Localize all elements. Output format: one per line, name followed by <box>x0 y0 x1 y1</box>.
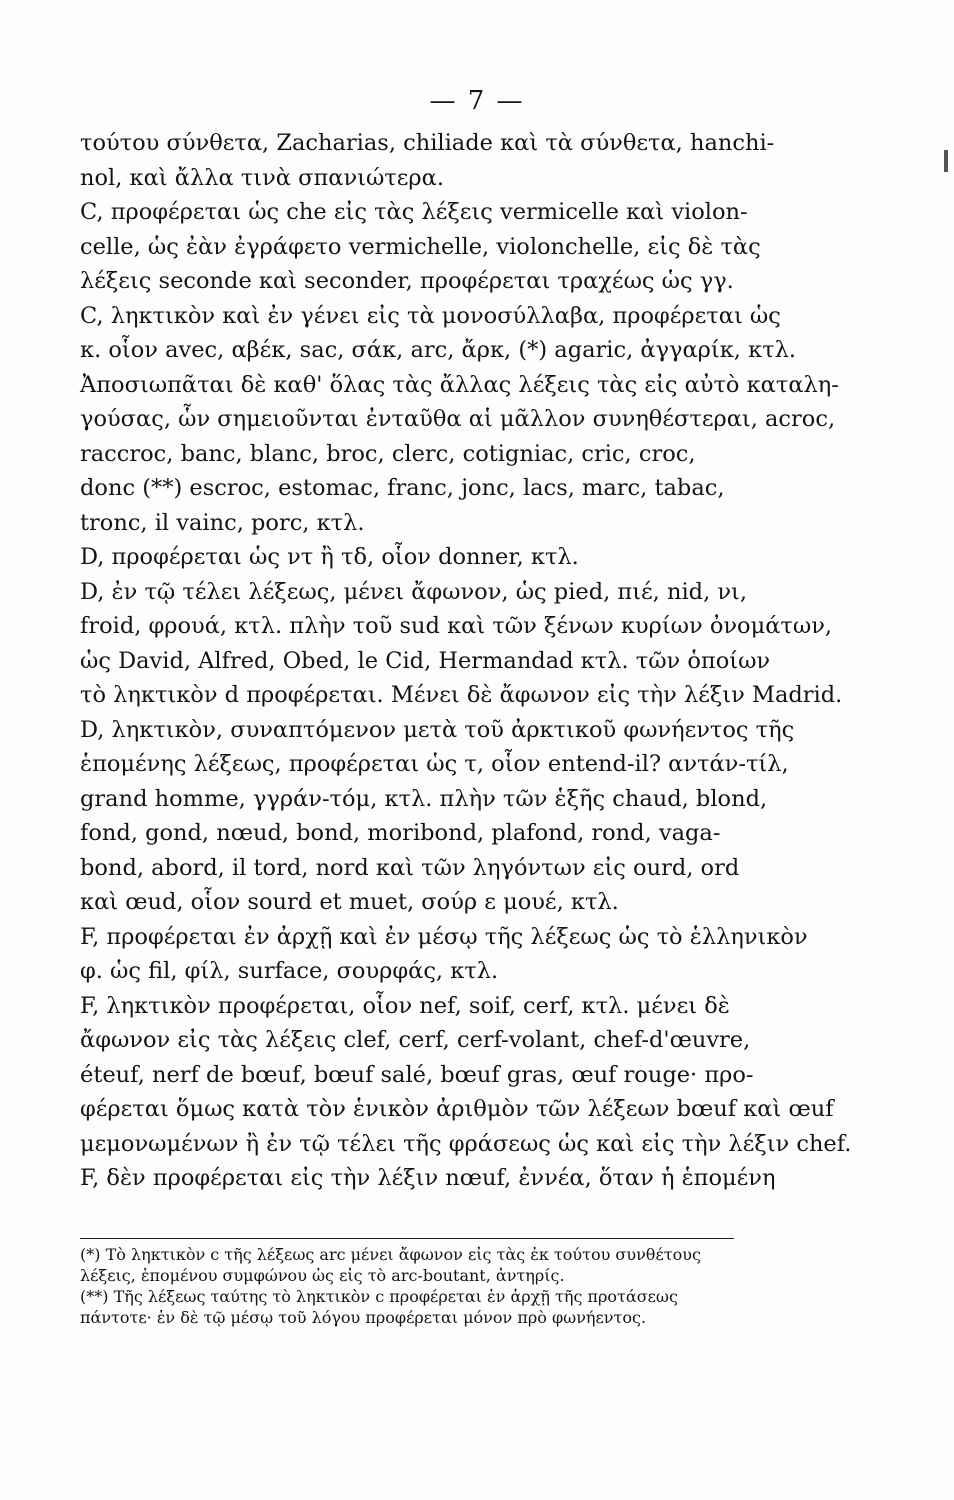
text-line: tronc, il vainc, porc, κτλ. <box>80 509 365 536</box>
text-line: F, δὲν προφέρεται εἰς τὴν λέξιν nœuf, ἐννέα, ὅταν ἡ ἑπομένη <box>80 1165 776 1191</box>
text-line: ὡς David, Alfred, Obed, le Cid, Hermandad κτλ. τῶν ὁποίων <box>80 647 771 674</box>
text-line: D, ἐν τῷ τέλει λέξεως, μένει ἄφωνον, ὡς pied, πιέ, nid, νι, <box>80 578 748 605</box>
text-line: fond, gond, nœud, bond, moribond, plafond, rond, vaga- <box>80 820 721 846</box>
text-line: Ἀποσιωπᾶται δὲ καθ' ὅλας τὰς ἄλλας λέξεις τὰς εἰς αὐτὸ καταλη- <box>80 371 839 398</box>
text-line: celle, ὡς ἐὰν ἐγράφετο vermichelle, violonchelle, εἰς δὲ τὰς <box>80 233 761 260</box>
text-line: φ. ὡς fil, φίλ, surface, σουρφάς, κτλ. <box>80 958 499 984</box>
footnote-divider <box>80 1238 734 1239</box>
text-line: D, ληκτικὸν, συναπτόμενον μετὰ τοῦ ἀρκτικοῦ φωνήεντος τῆς <box>80 716 795 743</box>
text-line: donc (**) escroc, estomac, franc, jonc, lacs, marc, tabac, <box>80 475 725 501</box>
text-line: ἑπομένης λέξεως, προφέρεται ὡς τ, οἷον entend-il? αντάν-τίλ, <box>80 751 789 777</box>
text-line: raccroc, banc, blanc, broc, clerc, cotigniac, cric, croc, <box>80 440 696 467</box>
text-line: F, προφέρεται ἐν ἀρχῇ καὶ ἐν μέσῳ τῆς λέξεως ὡς τὸ ἑλληνικὸν <box>80 923 808 950</box>
text-line: φέρεται ὅμως κατὰ τὸν ἑνικὸν ἀριθμὸν τῶν λέξεων bœuf καὶ œuf <box>80 1096 834 1122</box>
text-line: F, ληκτικὸν προφέρεται, οἷον nef, soif, cerf, κτλ. μένει δὲ <box>80 992 730 1019</box>
main-text <box>80 126 852 1196</box>
text-line: ἄφωνον εἰς τὰς λέξεις clef, cerf, cerf-volant, chef-d'œuvre, <box>80 1027 751 1053</box>
footnote-line: (*) Τὸ ληκτικὸν c τῆς λέξεως arc μένει ἄφωνον εἰς τὰς ἐκ τούτου συνθέτους <box>80 1245 701 1264</box>
text-line: C, προφέρεται ὡς che εἰς τὰς λέξεις vermicelle καὶ violon- <box>80 199 748 225</box>
page-number: — 7 — <box>429 86 525 116</box>
text-line: bond, abord, il tord, nord καὶ τῶν ληγόντων εἰς ourd, ord <box>80 854 740 881</box>
text-line: καὶ œud, οἷον sourd et muet, σούρ ε μουέ, κτλ. <box>80 889 619 915</box>
text-line: μεμονωμένων ἢ ἐν τῷ τέλει τῆς φράσεως ὡς καὶ εἰς τὴν λέξιν chef. <box>80 1130 852 1157</box>
text-line: froid, φρουά, κτλ. πλὴν τοῦ sud καὶ τῶν ξένων κυρίων ὀνομάτων, <box>80 613 833 639</box>
text-line: nol, καὶ ἄλλα τινὰ σπανιώτερα. <box>80 164 444 191</box>
text-line: D, προφέρεται ὡς ντ ἢ τδ, οἷον donner, κτλ. <box>80 544 579 570</box>
text-line: τούτου σύνθετα, Zacharias, chiliade καὶ τὰ σύνθετα, hanchi- <box>80 130 775 156</box>
text-line: γούσας, ὧν σημειοῦνται ἐνταῦθα αἱ μᾶλλον συνηθέστεραι, acroc, <box>80 406 836 432</box>
footnote-line: λέξεις, ἑπομένου συμφώνου ὡς εἰς τὸ arc-boutant, ἀντηρίς. <box>80 1266 565 1285</box>
footnote-line: (**) Τῆς λέξεως ταύτης τὸ ληκτικὸν c προφέρεται ἐν ἀρχῇ τῆς προτάσεως <box>80 1287 678 1306</box>
text-line: κ. οἷον avec, αβέκ, sac, σάκ, arc, ἄρκ, (*) agaric, ἀγγαρίκ, κτλ. <box>80 337 797 363</box>
text-line: C, ληκτικὸν καὶ ἐν γένει εἰς τὰ μονοσύλλαβα, προφέρεται ὡς <box>80 302 781 329</box>
text-line: éteuf, nerf de bœuf, bœuf salé, bœuf gras, œuf rouge· προ- <box>80 1061 754 1088</box>
text-line: τὸ ληκτικὸν d προφέρεται. Μένει δὲ ἄφωνον εἰς τὴν λέξιν Madrid. <box>80 682 843 708</box>
footnotes <box>80 1244 734 1328</box>
text-line: λέξεις seconde καὶ seconder, προφέρεται τραχέως ὡς γγ. <box>80 268 734 294</box>
footnote-line: πάντοτε· ἐν δὲ τῷ μέσῳ τοῦ λόγου προφέρεται μόνον πρὸ φωνήεντος. <box>80 1308 647 1327</box>
text-line: grand homme, γγράν-τόμ, κτλ. πλὴν τῶν ἑξῆς chaud, blond, <box>80 785 768 812</box>
page-edge-mark <box>944 150 948 172</box>
